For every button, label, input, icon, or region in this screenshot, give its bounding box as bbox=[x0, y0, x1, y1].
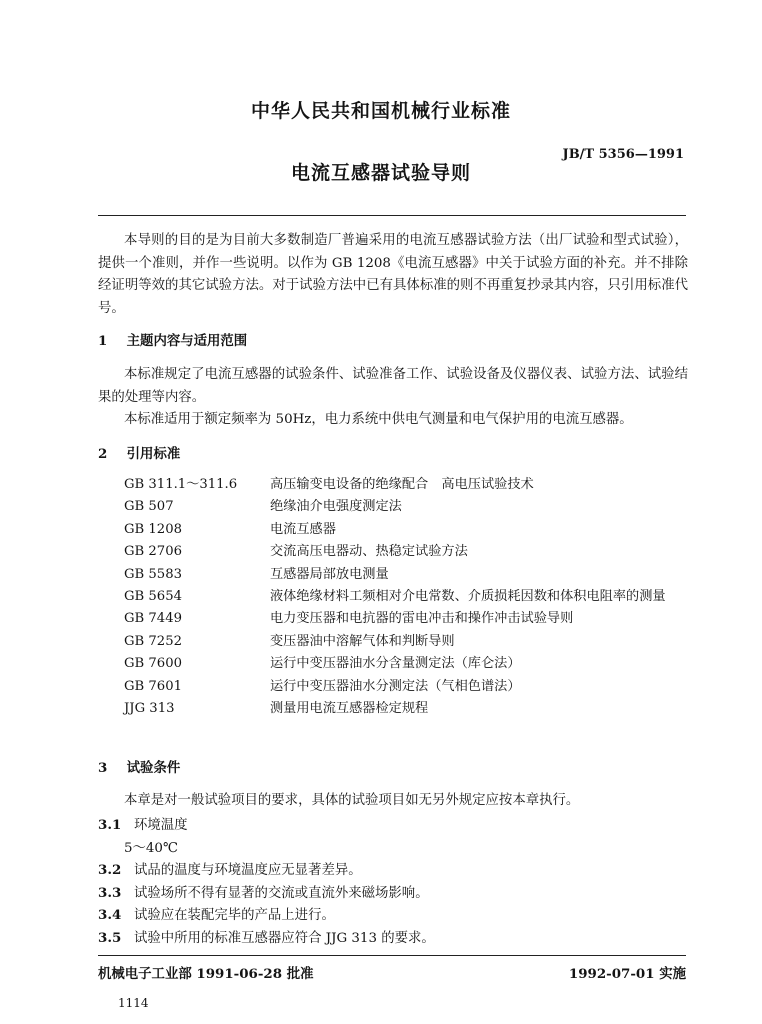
section-1-heading bbox=[98, 330, 247, 349]
section-3-heading bbox=[98, 757, 180, 776]
reference-row bbox=[124, 653, 690, 675]
intro-paragraph bbox=[98, 230, 688, 320]
section-title: 引用标准 bbox=[126, 446, 181, 462]
reference-title: 变压器油中溶解气体和判断导则 bbox=[270, 633, 455, 649]
reference-code: JJG 313 bbox=[124, 701, 175, 717]
reference-title: 运行中变压器油水分含量测定法（库仑法） bbox=[270, 656, 521, 672]
reference-row bbox=[124, 519, 690, 541]
reference-code: GB 7449 bbox=[124, 611, 182, 627]
reference-list bbox=[124, 474, 690, 720]
section-number: 3 bbox=[98, 760, 108, 776]
reference-code: GB 5583 bbox=[124, 566, 182, 582]
section-title: 主题内容与适用范围 bbox=[126, 333, 248, 349]
reference-title: 运行中变压器油水分测定法（气相色谱法） bbox=[270, 678, 521, 694]
reference-title: 高压输变电设备的绝缘配合 高电压试验技术 bbox=[270, 477, 534, 492]
reference-code: GB 5654 bbox=[124, 589, 182, 605]
page-number: 1114 bbox=[118, 996, 149, 1010]
effective-date: 1992-07-01 实施 bbox=[568, 966, 686, 982]
footer-divider bbox=[98, 955, 686, 956]
reference-code: GB 7600 bbox=[124, 656, 182, 672]
section-number: 1 bbox=[98, 333, 108, 349]
clause-3-5 bbox=[98, 927, 435, 946]
reference-title: 测量用电流互感器检定规程 bbox=[270, 701, 429, 717]
reference-code: GB 7252 bbox=[124, 633, 182, 649]
clause-number: 3.3 bbox=[98, 885, 122, 901]
reference-title: 绝缘油介电强度测定法 bbox=[270, 499, 402, 515]
reference-row bbox=[124, 564, 690, 586]
reference-row bbox=[124, 608, 690, 630]
reference-title: 电力变压器和电抗器的雷电冲击和操作冲击试验导则 bbox=[270, 611, 574, 627]
section-2-heading bbox=[98, 443, 180, 462]
reference-code: GB 2706 bbox=[124, 544, 182, 560]
clause-number: 3.2 bbox=[98, 862, 122, 878]
clause-text: 试品的温度与环境温度应无显著差异。 bbox=[134, 863, 362, 878]
reference-row bbox=[124, 676, 690, 698]
reference-row bbox=[124, 586, 690, 608]
clause-text: 试验中所用的标准互感器应符合 JJG 313 的要求。 bbox=[134, 931, 435, 946]
clause-text: 试验应在装配完毕的产品上进行。 bbox=[134, 908, 335, 923]
reference-row bbox=[124, 474, 690, 496]
clause-text: 试验场所不得有显著的交流或直流外来磁场影响。 bbox=[134, 886, 429, 901]
section-3-intro bbox=[98, 790, 688, 813]
clause-3-1-value bbox=[124, 837, 178, 856]
section-1-paragraph: 本标准适用于额定频率为 50Hz，电力系统中供电气测量和电气保护用的电流互感器。 bbox=[124, 412, 633, 428]
reference-row bbox=[124, 496, 690, 518]
reference-row bbox=[124, 631, 690, 653]
document-title: 电流互感器试验导则 bbox=[290, 162, 471, 184]
standard-category-heading: 中华人民共和国机械行业标准 bbox=[250, 100, 511, 122]
clause-3-2 bbox=[98, 859, 362, 878]
reference-code: GB 507 bbox=[124, 499, 174, 515]
clause-number: 3.1 bbox=[98, 817, 122, 833]
section-number: 2 bbox=[98, 446, 108, 462]
intro-text: 本导则的目的是为目前大多数制造厂普遍采用的电流互感器试验方法（出厂试验和型式试验），提供一个准则，并作一些说明。以作为 GB 1208《电流互感器》中关于试验方面的补充。并不排除经证明等效的其它试验方法。对于试验方法中已有具体标准的则不再重复抄录其内容，只引用标准代号。 bbox=[98, 233, 688, 316]
reference-row bbox=[124, 541, 690, 563]
section-1-paragraph: 本标准规定了电流互感器的试验条件、试验准备工作、试验设备及仪器仪表、试验方法、试验结果的处理等内容。 bbox=[98, 367, 688, 405]
reference-code: GB 311.1～311.6 bbox=[124, 477, 238, 492]
clause-text: 5～40℃ bbox=[124, 841, 178, 856]
reference-code: GB 7601 bbox=[124, 678, 182, 694]
section-3-intro-text: 本章是对一般试验项目的要求，具体的试验项目如无另外规定应按本章执行。 bbox=[124, 793, 580, 808]
standard-code: JB/T 5356—1991 bbox=[562, 147, 684, 162]
clause-number: 3.5 bbox=[98, 930, 122, 946]
reference-code: GB 1208 bbox=[124, 521, 182, 537]
clause-number: 3.4 bbox=[98, 907, 122, 923]
approval-date: 机械电子工业部 1991-06-28 批准 bbox=[98, 966, 314, 982]
header-divider bbox=[98, 215, 686, 216]
clause-3-4 bbox=[98, 904, 335, 923]
section-title: 试验条件 bbox=[126, 760, 181, 776]
reference-row bbox=[124, 698, 690, 720]
reference-title: 交流高压电器动、热稳定试验方法 bbox=[270, 544, 468, 560]
section-1-body bbox=[98, 364, 688, 432]
reference-title: 液体绝缘材料工频相对介电常数、介质损耗因数和体积电阻率的测量 bbox=[270, 589, 666, 605]
clause-3-3 bbox=[98, 882, 429, 901]
clause-3-1 bbox=[98, 814, 188, 833]
reference-title: 互感器局部放电测量 bbox=[270, 566, 389, 582]
reference-title: 电流互感器 bbox=[270, 521, 336, 537]
clause-text: 环境温度 bbox=[134, 818, 188, 833]
